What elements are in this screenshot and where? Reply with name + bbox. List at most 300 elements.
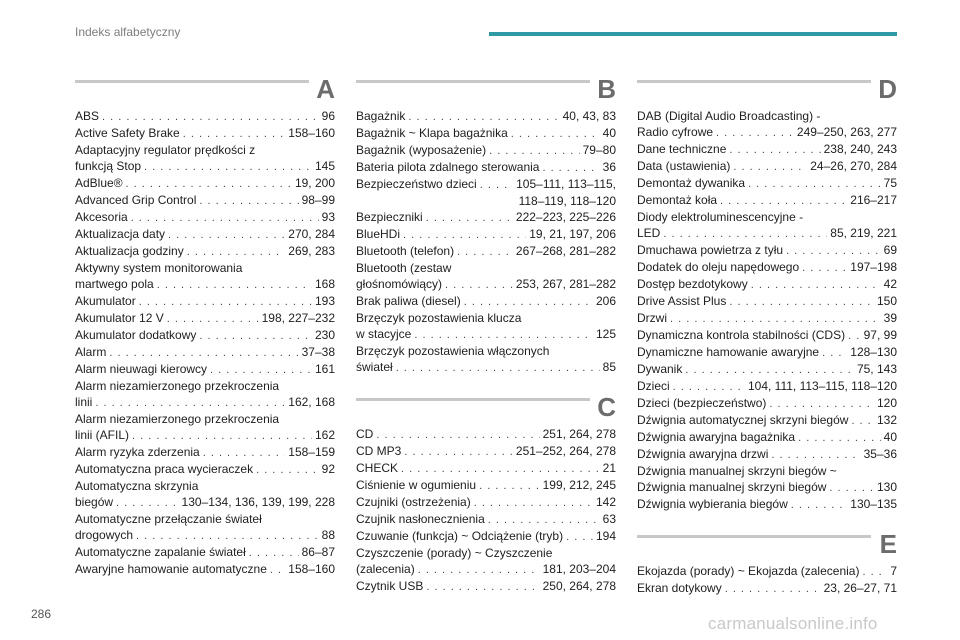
index-entry: [75, 142, 335, 175]
dot-leader: [167, 311, 259, 327]
entry-term: Czyszczenie (porady) ~ Czyszczenie: [356, 546, 553, 560]
index-column-3: [637, 74, 897, 619]
index-entry: [637, 141, 897, 158]
entry-term: Czujniki (ostrzeżenia): [356, 495, 471, 509]
entry-term: głośnomówiący): [356, 277, 443, 291]
entry-line: [75, 378, 335, 394]
entry-line: [637, 412, 897, 429]
entry-line: [75, 561, 335, 578]
entry-line: [75, 411, 335, 427]
entry-term: Dzieci (bezpieczeństwo): [637, 396, 767, 410]
entry-term: Automatyczne przełączanie świateł: [75, 512, 262, 526]
dot-leader: [408, 109, 559, 125]
index-entry: [637, 327, 897, 344]
entry-pages[interactable]: 168: [314, 277, 335, 291]
entry-term: linii: [75, 395, 93, 409]
entry-pages[interactable]: 63: [602, 512, 616, 526]
entry-term: Diody elektroluminescencyjne -: [637, 210, 804, 224]
entry-term: Automatyczne zapalanie świateł: [75, 545, 246, 559]
entry-line: [637, 259, 897, 276]
index-entry: [356, 494, 616, 511]
index-entry: [75, 561, 335, 578]
index-entry: [637, 361, 897, 378]
section-rule: [637, 80, 871, 83]
section-letter: D: [878, 74, 897, 104]
dot-leader: [716, 125, 794, 141]
entry-pages[interactable]: 37–38: [301, 345, 335, 359]
section-header: [637, 529, 897, 563]
dot-leader: [139, 294, 312, 310]
entry-term: Aktualizacja godziny: [75, 244, 184, 258]
entry-pages[interactable]: 85, 219, 221: [830, 226, 897, 240]
entry-pages[interactable]: 132: [876, 413, 897, 427]
entry-term: CD: [356, 427, 374, 441]
index-entry: [75, 461, 335, 478]
index-entry: [75, 310, 335, 327]
entry-pages[interactable]: 199, 212, 245: [542, 478, 616, 492]
entry-pages[interactable]: 267–268, 281–282: [515, 244, 616, 258]
dot-leader: [542, 160, 599, 176]
entry-term: Alarm: [75, 345, 107, 359]
section-letter: A: [316, 74, 335, 104]
index-entry: [637, 378, 897, 395]
dot-leader: [802, 260, 847, 276]
dot-leader: [126, 176, 292, 192]
entry-pages[interactable]: 97, 99: [863, 328, 897, 342]
entry-pages[interactable]: 35–36: [863, 447, 897, 461]
entry-term: Bluetooth (telefon): [356, 244, 455, 258]
dot-leader: [396, 360, 600, 376]
index-entry: [356, 310, 616, 343]
entry-line: [356, 494, 616, 511]
entry-line: [356, 310, 616, 326]
index-entry: [356, 125, 616, 142]
entry-term: Dynamiczne hamowanie awaryjne: [637, 345, 820, 359]
entry-line: [637, 158, 897, 175]
index-entry: [637, 209, 897, 242]
entry-line: [637, 395, 897, 412]
entry-pages[interactable]: 269, 283: [288, 244, 335, 258]
entry-pages[interactable]: 142: [595, 495, 616, 509]
entry-pages[interactable]: 253, 267, 281–282: [515, 277, 616, 291]
entry-term: Awaryjne hamowanie automatyczne: [75, 562, 267, 576]
dot-leader: [457, 244, 513, 260]
index-section-a: [75, 74, 335, 578]
dot-leader: [132, 428, 312, 444]
entry-term: Bezpieczniki: [356, 210, 423, 224]
entry-line: [75, 243, 335, 260]
entry-line: [356, 561, 616, 578]
entry-pages[interactable]: 104, 111, 113–115, 118–120: [747, 379, 897, 393]
entry-term: świateł: [356, 360, 393, 374]
entry-pages[interactable]: 96: [321, 109, 335, 123]
entry-pages[interactable]: 206: [595, 294, 616, 308]
dot-leader: [95, 395, 285, 411]
index-entry: [637, 310, 897, 327]
entry-line: [356, 359, 616, 376]
entry-line: [637, 344, 897, 361]
entry-line: [356, 528, 616, 545]
entry-line: [75, 192, 335, 209]
section-rule: [356, 80, 590, 83]
entry-term: Bateria pilota zdalnego sterowania: [356, 160, 540, 174]
entry-pages[interactable]: 86–87: [301, 545, 335, 559]
entry-term: Radio cyfrowe: [637, 125, 714, 139]
entry-pages[interactable]: 88: [321, 528, 335, 542]
section-rule: [637, 535, 871, 538]
entry-term: Drive Assist Plus: [637, 294, 727, 308]
entry-pages[interactable]: 40: [602, 126, 616, 140]
index-entry: [637, 108, 897, 141]
index-section-d: [637, 74, 897, 513]
entry-line: [637, 479, 897, 496]
entry-pages[interactable]: 158–159: [288, 445, 335, 459]
entry-pages[interactable]: 93: [321, 210, 335, 224]
entry-pages[interactable]: 158–160: [288, 562, 335, 576]
entry-line: [356, 460, 616, 477]
entry-line: [356, 326, 616, 343]
entry-line: [75, 175, 335, 192]
entry-pages[interactable]: 251–252, 264, 278: [515, 444, 616, 458]
dot-leader: [480, 177, 513, 193]
dot-leader: [116, 495, 178, 511]
dot-leader: [566, 529, 593, 545]
entry-term: Dodatek do oleju napędowego: [637, 260, 800, 274]
entry-pages[interactable]: 197–198: [850, 260, 897, 274]
section-letter: E: [879, 529, 897, 559]
dot-leader: [851, 413, 874, 429]
entry-pages[interactable]: 85: [602, 360, 616, 374]
index-entry: [356, 460, 616, 477]
dot-leader: [474, 495, 593, 511]
index-entry: [75, 344, 335, 361]
entry-line: [75, 427, 335, 444]
entry-pages[interactable]: 130–134, 136, 139, 199, 228: [181, 495, 335, 509]
dot-leader: [249, 545, 299, 561]
entry-pages[interactable]: 270, 284: [288, 227, 335, 241]
entry-line: [75, 108, 335, 125]
entry-line: [637, 429, 897, 446]
dot-leader: [798, 430, 881, 446]
entry-term: Dźwignia automatycznej skrzyni biegów: [637, 413, 849, 427]
entry-pages[interactable]: 222–223, 225–226: [515, 210, 616, 224]
entry-line: [637, 242, 897, 259]
entry-pages[interactable]: 128–130: [850, 345, 897, 359]
entry-line: [356, 108, 616, 125]
entry-line: [356, 260, 616, 276]
watermark: carmanualsonline.info: [708, 614, 878, 633]
index-entry: [75, 478, 335, 511]
dot-leader: [670, 311, 881, 327]
entry-pages[interactable]: 92: [321, 462, 335, 476]
entry-line: [356, 545, 616, 561]
dot-leader: [663, 226, 827, 242]
entry-term: ABS: [75, 109, 100, 123]
entry-line: [637, 310, 897, 327]
dot-leader: [822, 345, 847, 361]
entry-term: Ekran dotykowy: [637, 581, 722, 595]
entry-term: Dane techniczne: [637, 142, 727, 156]
entry-line: [356, 443, 616, 460]
entry-line: [75, 276, 335, 293]
entry-pages[interactable]: 198, 227–232: [261, 311, 335, 325]
entry-term: Czujnik nasłonecznienia: [356, 512, 485, 526]
entry-term: Akcesoria: [75, 210, 128, 224]
entry-term: drogowych: [75, 528, 134, 542]
index-entry: [356, 243, 616, 260]
dot-leader: [131, 210, 319, 226]
entry-line: [75, 511, 335, 527]
entry-pages[interactable]: 158–160: [288, 126, 335, 140]
entry-line: [75, 226, 335, 243]
dot-leader: [479, 478, 540, 494]
dot-leader: [426, 579, 539, 595]
index-entry: [75, 444, 335, 461]
index-entry: [356, 545, 616, 578]
entry-line: [356, 477, 616, 494]
entry-pages[interactable]: 150: [876, 294, 897, 308]
section-letter: C: [597, 392, 616, 422]
entry-term: Dzieci: [637, 379, 670, 393]
entry-term: LED: [637, 226, 661, 240]
entry-term: Drzwi: [637, 311, 667, 325]
entry-term: Brzęczyk pozostawienia włączonych: [356, 344, 550, 358]
entry-line: [356, 426, 616, 443]
index-entry: [356, 159, 616, 176]
entry-term: Czytnik USB: [356, 579, 424, 593]
dot-leader: [418, 562, 540, 578]
entry-term: BlueHDi: [356, 227, 401, 241]
index-column-1: [75, 74, 335, 600]
entry-term: Dźwignia awaryjna bagażnika: [637, 430, 796, 444]
entry-pages[interactable]: 161: [314, 362, 335, 376]
index-entry: [75, 226, 335, 243]
dot-leader: [136, 528, 319, 544]
page-number: 286: [31, 607, 52, 621]
entry-line: [75, 344, 335, 361]
dot-leader: [862, 564, 887, 580]
entry-pages[interactable]: 42: [883, 277, 897, 291]
dot-leader: [403, 227, 526, 243]
index-entry: [356, 226, 616, 243]
index-entry: [75, 192, 335, 209]
dot-leader: [791, 497, 848, 513]
entry-term: Bagażnik ~ Klapa bagażnika: [356, 126, 508, 140]
header-accent-bar: [489, 32, 897, 36]
entry-pages[interactable]: 75, 143: [856, 362, 897, 376]
index-entry: [637, 175, 897, 192]
dot-leader: [848, 328, 861, 344]
entry-line: [637, 209, 897, 225]
entry-pages[interactable]: 98–99: [301, 193, 335, 207]
entry-term: Ciśnienie w ogumieniu: [356, 478, 477, 492]
entry-line: [75, 327, 335, 344]
dot-leader: [751, 277, 881, 293]
index-column-2: [356, 74, 616, 617]
entry-term: w stacyjce: [356, 327, 412, 341]
entry-line: [637, 141, 897, 158]
index-entry: [637, 463, 897, 496]
entry-pages[interactable]: 7: [890, 564, 897, 578]
entry-pages[interactable]: 216–217: [850, 193, 897, 207]
entry-pages[interactable]: 251, 264, 278: [542, 427, 616, 441]
entry-pages[interactable]: 40, 43, 83: [562, 109, 616, 123]
entry-line: [75, 142, 335, 158]
entry-pages[interactable]: 23, 26–27, 71: [823, 581, 897, 595]
entry-line: [637, 327, 897, 344]
entry-pages[interactable]: 75: [883, 176, 897, 190]
dot-leader: [376, 427, 539, 443]
entry-term: Aktualizacja daty: [75, 227, 166, 241]
entry-pages[interactable]: 40: [883, 430, 897, 444]
entry-line: [75, 478, 335, 494]
index-entry: [637, 446, 897, 463]
entry-pages[interactable]: 250, 264, 278: [542, 579, 616, 593]
entry-term: Dynamiczna kontrola stabilności (CDS): [637, 328, 846, 342]
section-rule: [356, 398, 590, 401]
entry-term: Aktywny system monitorowania: [75, 261, 243, 275]
entry-line: [637, 580, 897, 597]
dot-leader: [725, 581, 821, 597]
dot-leader: [748, 176, 881, 192]
dot-leader: [187, 244, 286, 260]
entry-pages[interactable]: 249–250, 263, 277: [796, 125, 897, 139]
entry-pages[interactable]: 79–80: [582, 143, 616, 157]
entry-term: Dźwignia manualnej skrzyni biegów ~: [637, 464, 837, 478]
entry-pages[interactable]: 19, 21, 197, 206: [529, 227, 616, 241]
entry-term: Automatyczna skrzynia: [75, 479, 199, 493]
entry-pages[interactable]: 230: [314, 328, 335, 342]
dot-leader: [168, 227, 285, 243]
entry-pages[interactable]: 39: [883, 311, 897, 325]
entry-term: Czuwanie (funkcja) ~ Odciążenie (tryb): [356, 529, 564, 543]
entry-term: Active Safety Brake: [75, 126, 180, 140]
index-entry: [356, 528, 616, 545]
entry-line: [75, 461, 335, 478]
entry-pages[interactable]: 21: [602, 461, 616, 475]
entry-pages[interactable]: 193: [314, 294, 335, 308]
index-entry: [356, 443, 616, 460]
entry-line: [637, 446, 897, 463]
index-entry: [75, 361, 335, 378]
dot-leader: [102, 109, 319, 125]
entry-term: biegów: [75, 495, 114, 509]
entry-line: [356, 176, 616, 193]
entry-pages[interactable]: 162: [314, 428, 335, 442]
dot-leader: [256, 462, 319, 478]
entry-pages[interactable]: 145: [314, 159, 335, 173]
entry-line: [356, 209, 616, 226]
index-entry: [75, 411, 335, 444]
index-entry: [637, 192, 897, 209]
entry-pages[interactable]: 105–111, 113–115,: [516, 177, 616, 191]
dot-leader: [109, 345, 298, 361]
entry-line: [75, 444, 335, 461]
dot-leader: [203, 445, 286, 461]
entry-line: [356, 243, 616, 260]
dot-leader: [771, 447, 860, 463]
entry-term: CD MP3: [356, 444, 402, 458]
index-entry: [637, 344, 897, 361]
entry-line: [356, 343, 616, 359]
entry-term: Adaptacyjny regulator prędkości z: [75, 143, 256, 157]
index-entry: [637, 429, 897, 446]
entry-term: Bagażnik: [356, 109, 406, 123]
entry-term: Dźwignia awaryjna drzwi: [637, 447, 769, 461]
entry-pages[interactable]: 194: [595, 529, 616, 543]
entry-line: [637, 124, 897, 141]
entry-pages[interactable]: 69: [883, 243, 897, 257]
entry-pages[interactable]: 19, 200: [294, 176, 335, 190]
entry-line: [356, 142, 616, 159]
entry-term: Alarm ryzyka zderzenia: [75, 445, 200, 459]
entry-line: [75, 310, 335, 327]
entry-term: Alarm niezamierzonego przekroczenia: [75, 412, 280, 426]
entry-line: [356, 159, 616, 176]
entry-pages[interactable]: 181, 203–204: [542, 562, 616, 576]
index-entry: [75, 293, 335, 310]
index-entry: [356, 293, 616, 310]
dot-leader: [210, 362, 312, 378]
entry-pages[interactable]: 125: [595, 327, 616, 341]
entry-term: Ekojazda (porady) ~ Ekojazda (zalecenia): [637, 564, 860, 578]
entry-pages[interactable]: 162, 168: [288, 395, 335, 409]
entry-line: [356, 125, 616, 142]
entry-pages[interactable]: 24–26, 270, 284: [810, 159, 897, 173]
index-entry: [75, 175, 335, 192]
entry-line: [75, 158, 335, 175]
index-entry: [637, 395, 897, 412]
index-entry: [356, 108, 616, 125]
entry-pages-continued[interactable]: 118–119, 118–120: [518, 194, 616, 208]
entry-term: Demontaż dywanika: [637, 176, 746, 190]
entry-pages[interactable]: 130: [876, 480, 897, 494]
index-entry: [637, 158, 897, 175]
entry-pages[interactable]: 36: [602, 160, 616, 174]
entry-line: [356, 578, 616, 595]
dot-leader: [401, 461, 600, 477]
entry-term: AdBlue®: [75, 176, 123, 190]
entry-term: Bagażnik (wyposażenie): [356, 143, 487, 157]
entry-pages[interactable]: 130–135: [850, 497, 897, 511]
index-entry: [75, 327, 335, 344]
index-entry: [75, 209, 335, 226]
index-entry: [637, 412, 897, 429]
entry-term: Dźwignia manualnej skrzyni biegów: [637, 480, 827, 494]
dot-leader: [733, 159, 807, 175]
index-entry: [75, 125, 335, 142]
index-entry: [637, 563, 897, 580]
entry-line: [75, 125, 335, 142]
entry-line: [637, 563, 897, 580]
index-entry: [75, 260, 335, 293]
index-entry: [637, 242, 897, 259]
index-entry: [356, 511, 616, 528]
dot-leader: [673, 379, 745, 395]
entry-term: Akumulator 12 V: [75, 311, 164, 325]
entry-pages[interactable]: 120: [876, 396, 897, 410]
entry-line: [637, 276, 897, 293]
dot-leader: [829, 480, 874, 496]
entry-line: [637, 463, 897, 479]
entry-pages[interactable]: 238, 240, 243: [823, 142, 897, 156]
section-header: [75, 74, 335, 108]
entry-term: Akumulator dodatkowy: [75, 328, 197, 342]
entry-line: [356, 276, 616, 293]
dot-leader: [183, 126, 286, 142]
entry-line: [637, 496, 897, 513]
entry-term: Alarm nieuwagi kierowcy: [75, 362, 208, 376]
